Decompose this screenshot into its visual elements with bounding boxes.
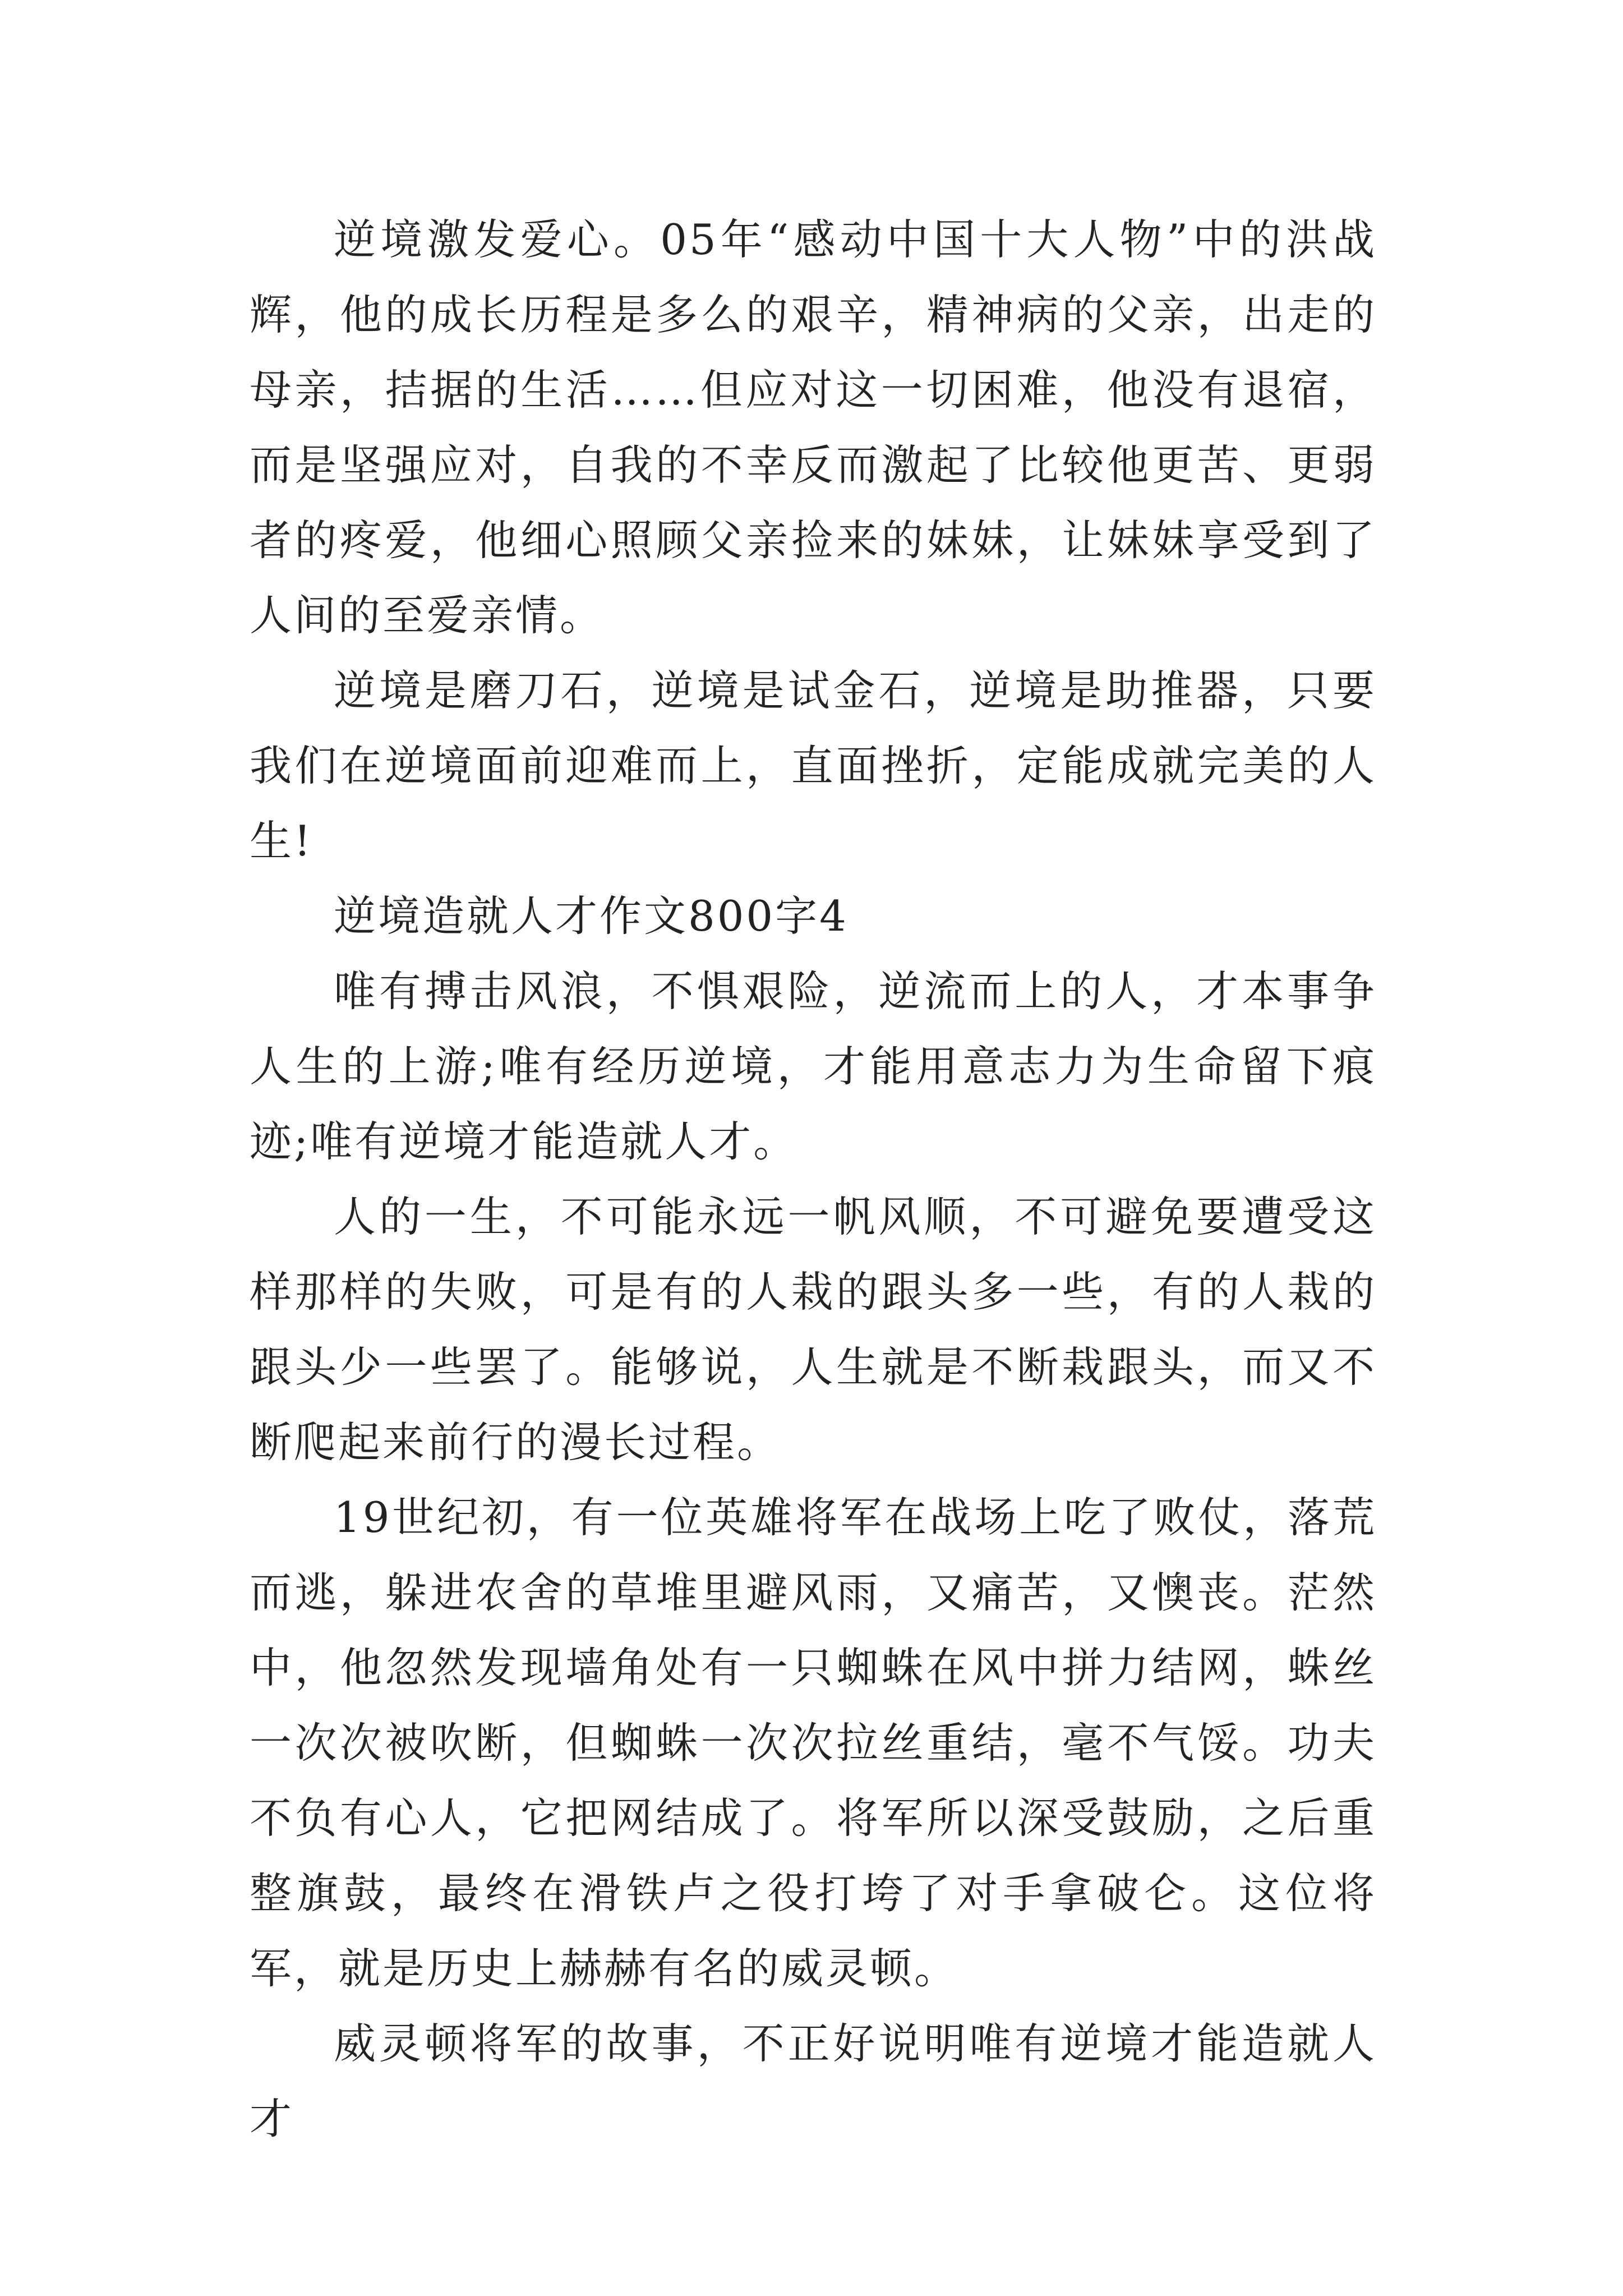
paragraph-adversity-whetstone: 逆境是磨刀石，逆境是试金石，逆境是助推器，只要我们在逆境面前迎难而上，直面挫折，定能成就完美的人生!: [250, 666, 1377, 866]
document-body: [250, 202, 1377, 2156]
section-heading: 逆境造就人才作文800字4: [334, 891, 849, 941]
paragraph-adversity-inspires-love: 逆境激发爱心。05年“感动中国十大人物”中的洪战辉，他的成长历程是多么的艰辛，精神病的父亲，出走的母亲，拮据的生活……但应对这一切困难，他没有退宿，而是坚强应对，自我的不幸反而激起了比较他更苦、更弱者的疼爱，他细心照顾父亲捡来的妹妹，让妹妹享受到了人间的至爱亲情。: [250, 215, 1377, 640]
paragraph-life-failures: 人的一生，不可能永远一帆风顺，不可避免要遭受这样那样的失败，可是有的人栽的跟头多一些，有的人栽的跟头少一些罢了。能够说，人生就是不断栽跟头，而又不断爬起来前行的漫长过程。: [250, 1192, 1377, 1467]
paragraph-only-struggle: 唯有搏击风浪，不惧艰险，逆流而上的人，才本事争人生的上游;唯有经历逆境，才能用意志力为生命留下痕迹;唯有逆境才能造就人才。: [250, 967, 1377, 1166]
paragraph-wellington-conclusion: 威灵顿将军的故事，不正好说明唯有逆境才能造就人才: [250, 2019, 1377, 2143]
paragraph-wellington-story: 19世纪初，有一位英雄将军在战场上吃了败仗，落荒而逃，躲进农舍的草堆里避风雨，又痛苦，又懊丧。茫然中，他忽然发现墙角处有一只蜘蛛在风中拼力结网，蛛丝一次次被吹断，但蜘蛛一次次拉丝重结，毫不气馁。功夫不负有心人，它把网结成了。将军所以深受鼓励，之后重整旗鼓，最终在滑铁卢之役打垮了对手拿破仑。这位将军，就是历史上赫赫有名的威灵顿。: [250, 1493, 1377, 1993]
